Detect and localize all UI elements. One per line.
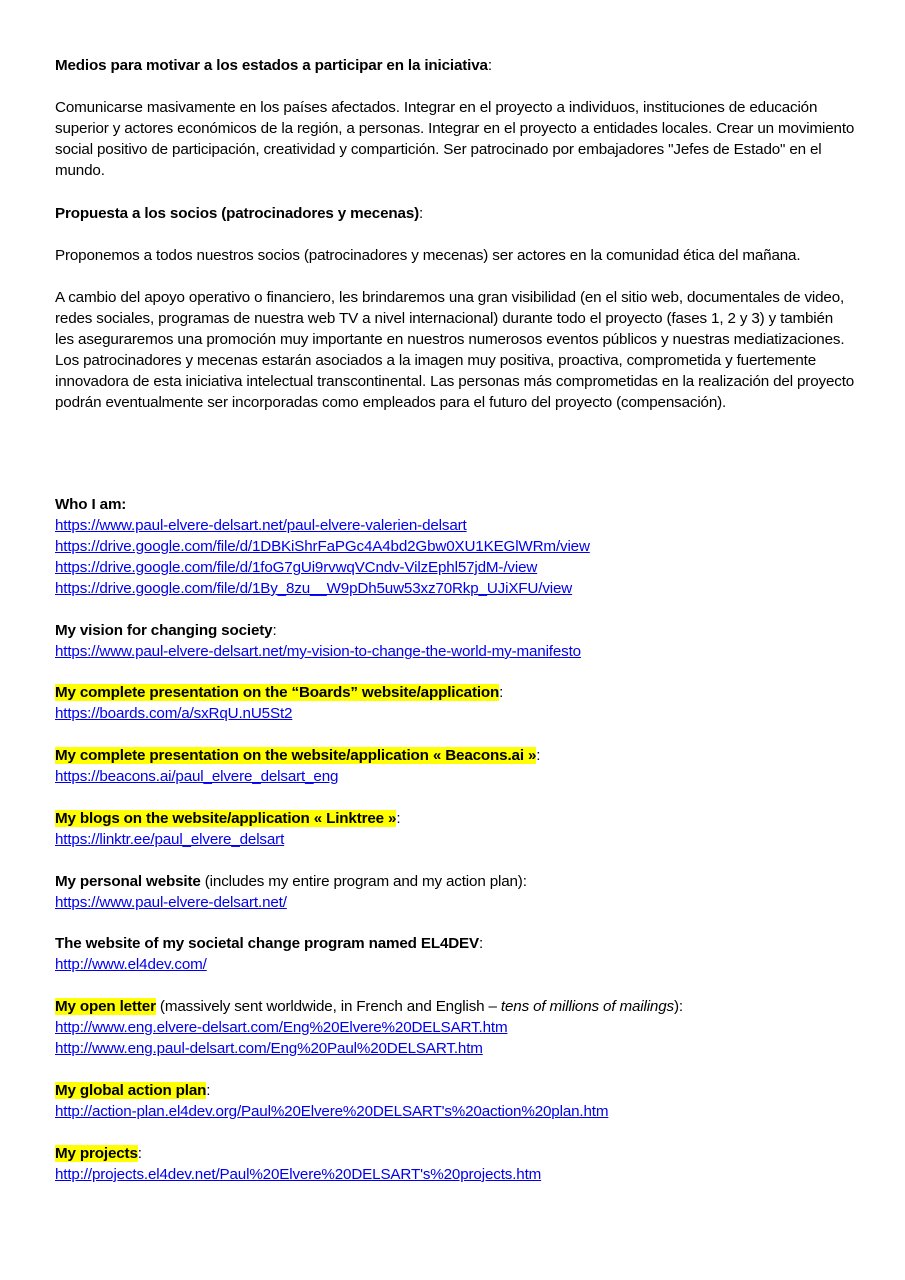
paragraph-cambio-text: A cambio del apoyo operativo o financiero, les brindaremos una gran visibilidad (en el sitio web, documentales de video, redes sociales, programas de nuestra web TV a nivel internacional) durante todo el proyecto (fases 1, 2 y 3) y también les aseguraremos una promoción muy importante en nuestros numerosos eventos públicos y nuestras mediatizaciones. Los patrocinadores y mecenas estarán asociados a la imagen muy positiva, proactiva, comprometida y fuertemente innovadora de esta iniciativa intelectual transcontinental. Las personas más comprometidas en la realización del proyecto podrán eventualmente ser incorporadas como empleados para el futuro del proyecto (compensación). [55, 289, 855, 411]
section-personal-website [55, 871, 855, 913]
heading-beacons: My complete presentation on the website/application « Beacons.ai » [55, 747, 537, 764]
heading-open-letter: My open letter [55, 998, 156, 1015]
link-who-4[interactable]: https://drive.google.com/file/d/1By_8zu__W9pDh5uw53xz70Rkp_UJiXFU/view [55, 580, 573, 597]
link-vision[interactable]: https://www.paul-elvere-delsart.net/my-vision-to-change-the-world-my-manifesto [55, 643, 581, 660]
link-beacons[interactable]: https://beacons.ai/paul_elvere_delsart_eng [55, 768, 339, 785]
section-projects: My projects: http://projects.el4dev.net/Paul%20Elvere%20DELSART's%20projects.htm [55, 1143, 855, 1185]
paragraph-propuesta [55, 245, 855, 266]
section-propuesta: Propuesta a los socios (patrocinadores y mecenas): [55, 205, 424, 222]
link-who-1[interactable]: https://www.paul-elvere-delsart.net/paul-elvere-valerien-delsart [55, 517, 467, 534]
section-boards: My complete presentation on the “Boards” website/application: https://boards.com/a/sxRqU.nU5St2 [55, 682, 855, 724]
link-personal-website[interactable]: https://www.paul-elvere-delsart.net/ [55, 894, 287, 911]
link-action-plan[interactable]: http://action-plan.el4dev.org/Paul%20Elvere%20DELSART's%20action%20plan.htm [55, 1103, 609, 1120]
link-el4dev[interactable]: http://www.el4dev.com/ [55, 956, 207, 973]
section-who-i-am [55, 494, 855, 599]
link-projects[interactable]: http://projects.el4dev.net/Paul%20Elvere%20DELSART's%20projects.htm [55, 1166, 542, 1183]
section-el4dev: The website of my societal change program named EL4DEV: http://www.el4dev.com/ [55, 933, 855, 975]
link-linktree[interactable]: https://linktr.ee/paul_elvere_delsart [55, 831, 285, 848]
paragraph-propuesta-text: Proponemos a todos nuestros socios (patrocinadores y mecenas) ser actores en la comunidad ética del mañana. [55, 247, 801, 264]
personal-website-note: (includes my entire program and my action plan): [200, 873, 527, 890]
heading-medios: Medios para motivar a los estados a participar en la iniciativa [55, 57, 488, 74]
heading-linktree: My blogs on the website/application « Linktree » [55, 810, 397, 827]
section-beacons: My complete presentation on the website/application « Beacons.ai »: https://beacons.ai/paul_elvere_delsart_eng [55, 745, 855, 787]
link-boards[interactable]: https://boards.com/a/sxRqU.nU5St2 [55, 705, 293, 722]
heading-propuesta: Propuesta a los socios (patrocinadores y mecenas) [55, 205, 420, 222]
paragraph-cambio [55, 287, 855, 413]
heading-el4dev: The website of my societal change program named EL4DEV [55, 935, 480, 952]
heading-projects: My projects [55, 1145, 138, 1162]
heading-vision: My vision for changing society [55, 622, 273, 639]
section-linktree: My blogs on the website/application « Linktree »: https://linktr.ee/paul_elvere_delsart [55, 808, 855, 850]
section-action-plan: My global action plan: http://action-plan.el4dev.org/Paul%20Elvere%20DELSART's%20action%20plan.htm [55, 1080, 855, 1122]
section-vision: My vision for changing society: https://www.paul-elvere-delsart.net/my-vision-to-change-the-world-my-manifesto [55, 620, 855, 662]
paragraph-medios-text: Comunicarse masivamente en los países afectados. Integrar en el proyecto a individuos, instituciones de educación superior y actores económicos de la región, a personas. Integrar en el proyecto a entidades locales. Crear un movimiento social positivo de participación, creatividad y compartición. Ser patrocinado por embajadores "Jefes de Estado" en el mundo. [55, 99, 855, 179]
link-open-letter-1[interactable]: http://www.eng.elvere-delsart.com/Eng%20Elvere%20DELSART.htm [55, 1019, 508, 1036]
heading-who-i-am: Who I am: [55, 496, 127, 513]
paragraph-medios [55, 97, 855, 181]
section-open-letter: My open letter (massively sent worldwide, in French and English – tens of millions of mailings): http://www.eng.elvere-delsart.com/Eng%20Elvere%20DELSART.htm http://www.eng.paul-delsart.com/Eng%20Paul%20DELSART.htm [55, 996, 855, 1059]
section-medios: Medios para motivar a los estados a participar en la iniciativa: [55, 57, 492, 74]
heading-action-plan: My global action plan [55, 1082, 207, 1099]
link-who-2[interactable]: https://drive.google.com/file/d/1DBKiShrFaPGc4A4bd2Gbw0XU1KEGlWRm/view [55, 538, 590, 555]
link-open-letter-2[interactable]: http://www.eng.paul-delsart.com/Eng%20Paul%20DELSART.htm [55, 1040, 483, 1057]
heading-personal-website: My personal website [55, 873, 201, 890]
link-who-3[interactable]: https://drive.google.com/file/d/1foG7gUi9rvwqVCndv-VilzEphl57jdM-/view [55, 559, 538, 576]
heading-boards: My complete presentation on the “Boards” website/application [55, 684, 500, 701]
